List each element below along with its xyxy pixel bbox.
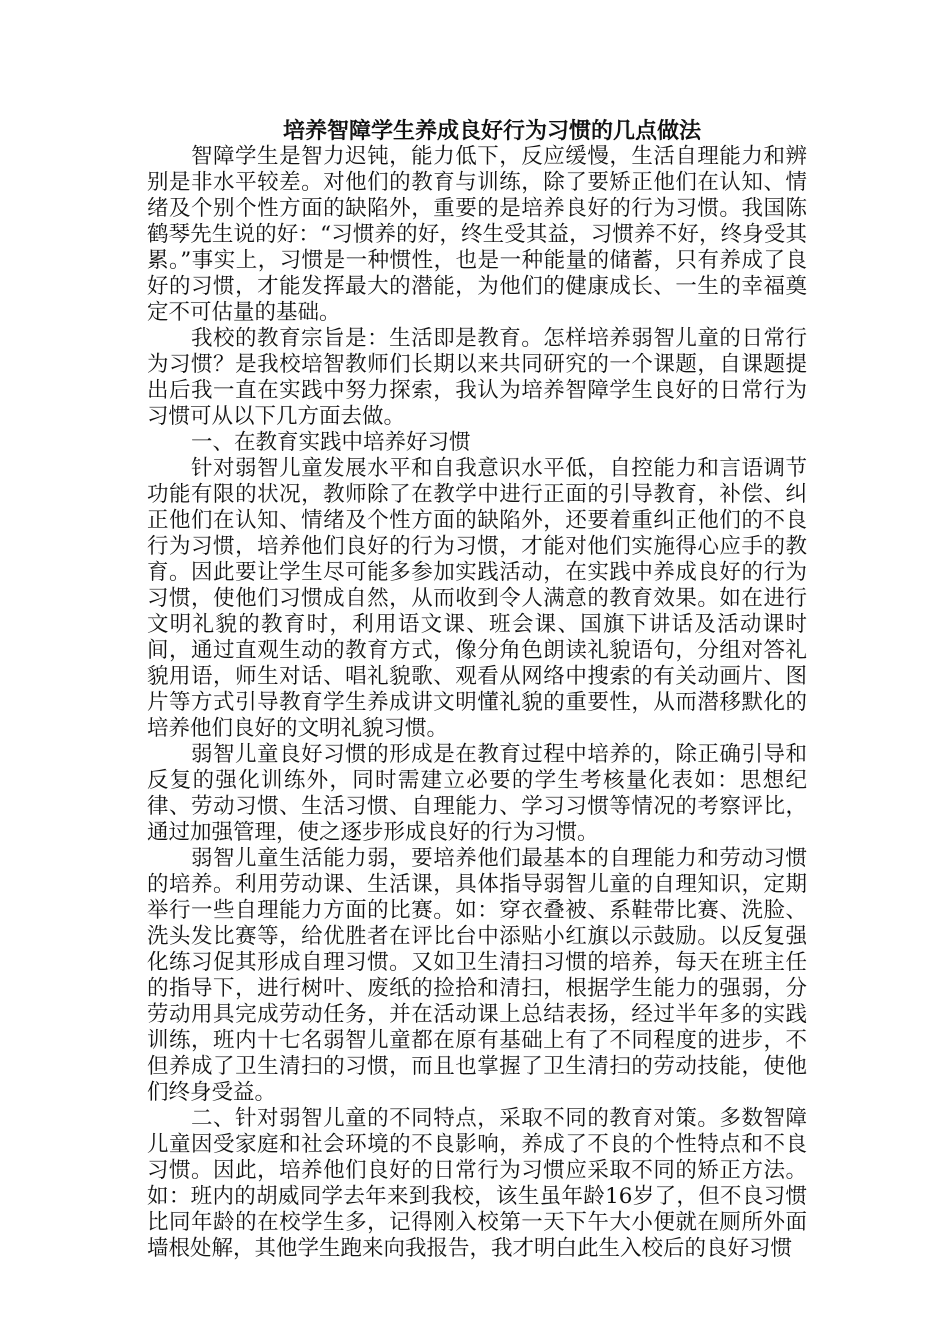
paragraph-section-2: 二、针对弱智儿童的不同特点，采取不同的教育对策。多数智障儿童因受家庭和社会环境的不良影响，养成了不良的个性特点和不良习惯。因此，培养他们良好的日常行为习惯应采取不同的矫正方法。如：班内的胡威同学去年来到我校，该生虽年龄16岁了，但不良习惯比同年龄的在校学生多，记得刚入校第一天下午大小便就在厕所外面墙根处解，其他学生跑来向我报告，我才明白此生入校后的良好习惯 xyxy=(147,1106,807,1261)
paragraph-school-aim: 我校的教育宗旨是：生活即是教育。怎样培养弱智儿童的日常行为习惯？是我校培智教师们长期以来共同研究的一个课题，自课题提出后我一直在实践中努力探索，我认为培养智障学生良好的日常行为习惯可从以下几方面去做。 xyxy=(147,326,807,429)
paragraph-assessment: 弱智儿童良好习惯的形成是在教育过程中培养的，除正确引导和反复的强化训练外，同时需建立必要的学生考核量化表如：思想纪律、劳动习惯、生活习惯、自理能力、学习习惯等情况的考察评比，通过加强管理，使之逐步形成良好的行为习惯。 xyxy=(147,742,807,845)
paragraph-self-care: 弱智儿童生活能力弱，要培养他们最基本的自理能力和劳动习惯的培养。利用劳动课、生活课，具体指导弱智儿童的自理知识，定期举行一些自理能力方面的比赛。如：穿衣叠被、系鞋带比赛、洗脸、洗头发比赛等，给优胜者在评比台中添贴小红旗以示鼓励。以反复强化练习促其形成自理习惯。又如卫生清扫习惯的培养，每天在班主任的指导下，进行树叶、废纸的捡拾和清扫，根据学生能力的强弱，分劳动用具完成劳动任务，并在活动课上总结表扬，经过半年多的实践训练，班内十七名弱智儿童都在原有基础上有了不同程度的进步，不但养成了卫生清扫的习惯，而且也掌握了卫生清扫的劳动技能，使他们终身受益。 xyxy=(147,846,807,1105)
document-page xyxy=(147,118,807,1262)
section-heading-1: 一、在教育实践中培养好习惯 xyxy=(191,430,471,455)
paragraph-intro: 智障学生是智力迟钝，能力低下，反应缓慢，生活自理能力和辨别是非水平较差。对他们的教育与训练，除了要矫正他们在认知、情绪及个别个性方面的缺陷外，重要的是培养良好的行为习惯。我国陈鹤琴先生说的好：“习惯养的好，终生受其益，习惯养不好，终身受其累。”事实上，习惯是一种惯性，也是一种能量的储蓄，只有养成了良好的习惯，才能发挥最大的潜能，为他们的健康成长、一生的幸福奠定不可估量的基础。 xyxy=(147,144,807,325)
document-title: 培养智障学生养成良好行为习惯的几点做法 xyxy=(282,118,701,144)
paragraph-practice: 针对弱智儿童发展水平和自我意识水平低，自控能力和言语调节功能有限的状况，教师除了在教学中进行正面的引导教育，补偿、纠正他们在认知、情绪及个性方面的缺陷外，还要着重纠正他们的不良行为习惯，培养他们良好的行为习惯，才能对他们实施得心应手的教育。因此要让学生尽可能多参加实践活动，在实践中养成良好的行为习惯，使他们习惯成自然，从而收到令人满意的教育效果。如在进行文明礼貌的教育时，利用语文课、班会课、国旗下讲话及活动课时间，通过直观生动的教育方式，像分角色朗读礼貌语句，分组对答礼貌用语，师生对话、唱礼貌歌、观看从网络中搜索的有关动画片、图片等方式引导教育学生养成讲文明懂礼貌的重要性，从而潜移默化的培养他们良好的文明礼貌习惯。 xyxy=(147,456,807,741)
